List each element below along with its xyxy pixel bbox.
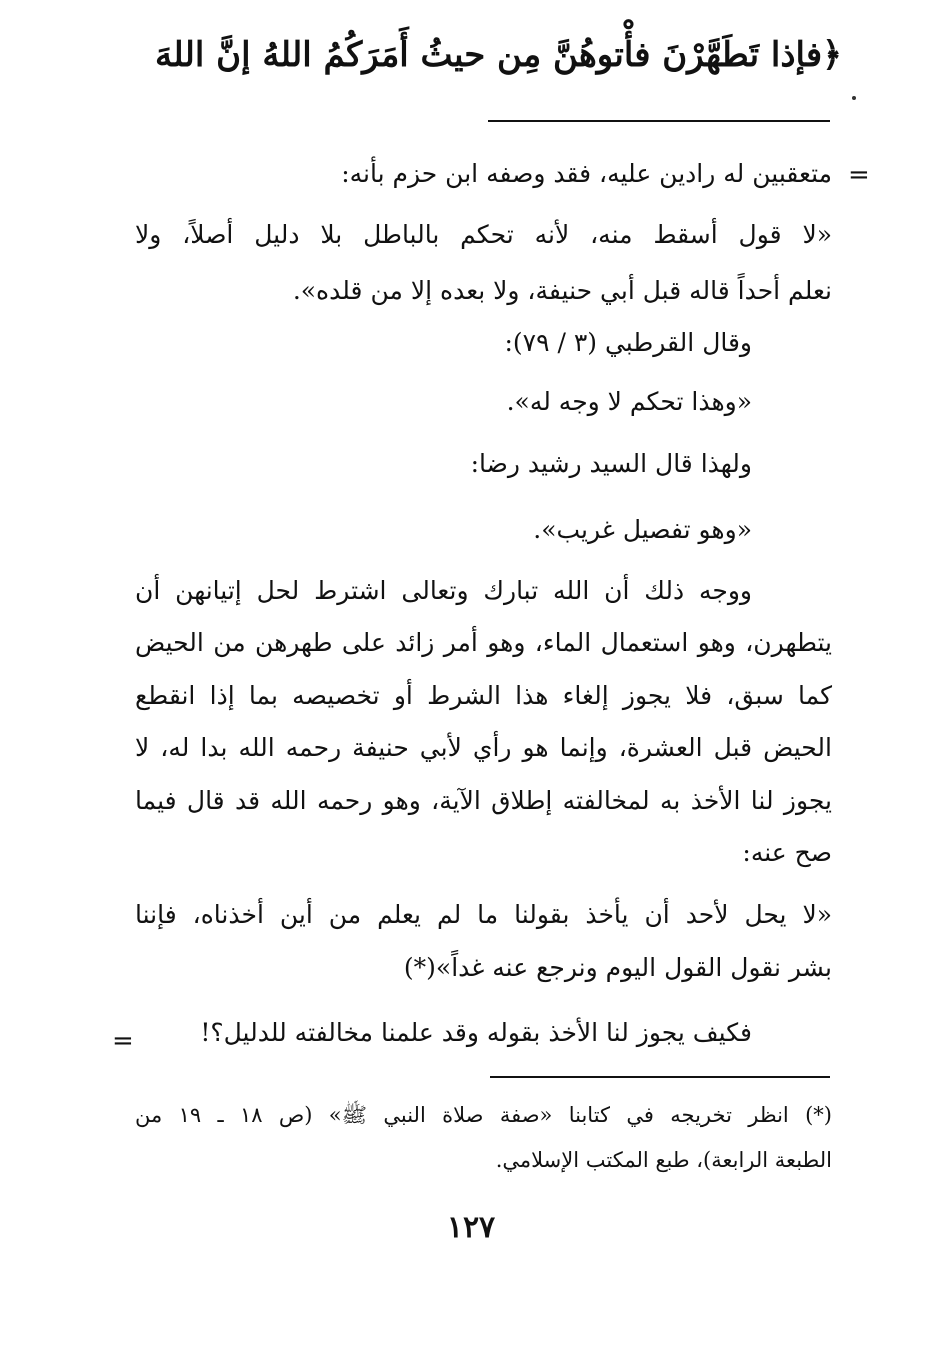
body-line-6: ولهذا قال السيد رشيد رضا: bbox=[470, 449, 752, 478]
footnote-line-1: (*) انظر تخريجه في كتابنا «صفة صلاة النبي ﷺ» (ص ١٨ ـ ١٩ من bbox=[135, 1103, 832, 1127]
body-line-7: «وهو تفصيل غريب». bbox=[533, 515, 752, 544]
running-header-verse: ﴿فإذا تَطَهَّرْنَ فأْتوهُنَّ مِن حيثُ أَمَرَكُمُ اللهُ إنَّ اللهَ bbox=[154, 35, 842, 75]
end-marker: = bbox=[112, 1026, 134, 1056]
body-line-2: «لا قول أسقط منه، لأنه تحكم بالباطل بلا دليل أصلاً، ولا bbox=[135, 220, 832, 249]
body-line-8: ووجه ذلك أن الله تبارك وتعالى اشترط لحل إتيانهن أن bbox=[135, 576, 752, 605]
body-line-11: الحيض قبل العشرة، وإنما هو رأي لأبي حنيفة رحمه الله بدا له، لا bbox=[135, 733, 832, 762]
body-line-15: بشر نقول القول اليوم ونرجع عنه غداً»(*) bbox=[403, 953, 832, 982]
body-line-1: متعقبين له رادين عليه، فقد وصفه ابن حزم بأنه: bbox=[341, 159, 832, 188]
body-line-4: وقال القرطبي (٣ / ٧٩): bbox=[504, 328, 752, 357]
page-number: ١٢٧ bbox=[446, 1210, 496, 1245]
body-line-10: كما سبق، فلا يجوز إلغاء هذا الشرط أو تخصيصه بما إذا انقطع bbox=[135, 681, 832, 710]
body-line-12: يجوز لنا الأخذ به لمخالفته إطلاق الآية، وهو رحمه الله قد قال فيما bbox=[135, 786, 832, 815]
header-rule bbox=[488, 120, 830, 122]
body-line-13: صح عنه: bbox=[742, 838, 832, 867]
header-dot bbox=[852, 96, 856, 100]
footnote-line-2: الطبعة الرابعة)، طبع المكتب الإسلامي. bbox=[495, 1148, 832, 1172]
body-line-3: نعلم أحداً قاله قبل أبي حنيفة، ولا بعده إلا من قلده». bbox=[292, 276, 832, 305]
body-line-9: يتطهرن، وهو استعمال الماء، وهو أمر زائد على طهرهن من الحيض bbox=[135, 628, 832, 657]
continuation-marker: = bbox=[848, 160, 870, 190]
body-line-16: فكيف يجوز لنا الأخذ بقوله وقد علمنا مخالفته للدليل؟! bbox=[200, 1018, 752, 1047]
body-line-5: «وهذا تحكم لا وجه له». bbox=[506, 387, 752, 416]
footnote-rule bbox=[490, 1076, 830, 1078]
body-line-14: «لا يحل لأحد أن يأخذ بقولنا ما لم يعلم من أين أخذناه، فإننا bbox=[135, 900, 832, 929]
